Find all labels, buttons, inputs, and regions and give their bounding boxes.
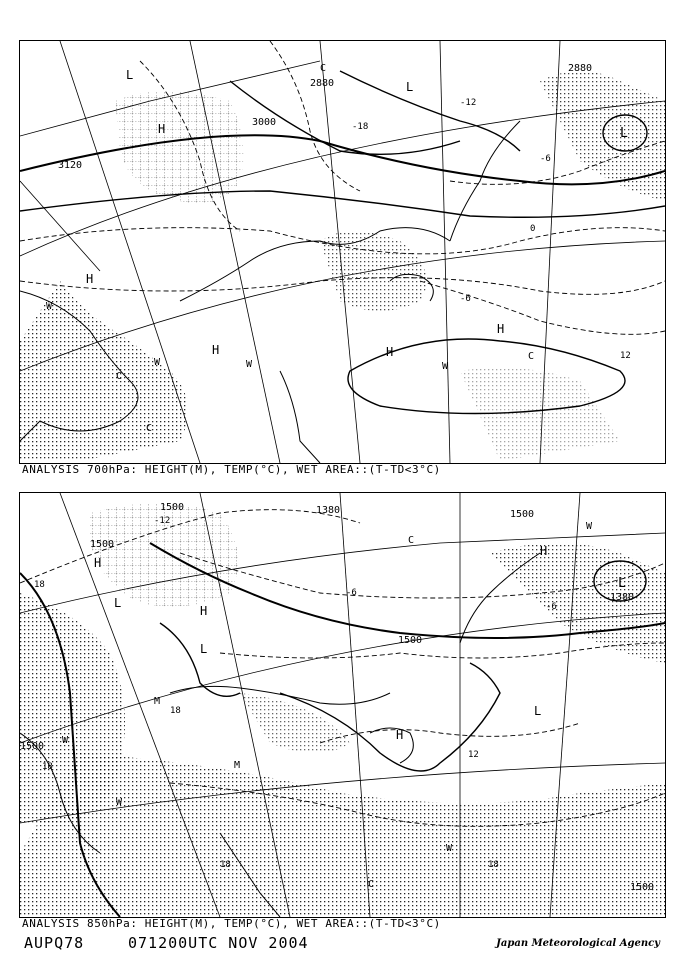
moist-marker: M xyxy=(234,760,241,771)
contour-label: 1380 xyxy=(610,592,635,603)
high-center-label: H xyxy=(212,343,220,357)
high-center-label: H xyxy=(86,272,94,286)
cold-marker: C xyxy=(146,423,153,434)
contour-label: 1500 xyxy=(510,509,535,520)
isotherm-label: -6 xyxy=(346,588,357,598)
low-center-label: L xyxy=(200,642,208,656)
isotherm-label: -6 xyxy=(460,294,471,304)
cold-marker: C xyxy=(368,879,375,890)
low-center-label: L xyxy=(534,704,542,718)
contour-label: 3000 xyxy=(252,117,277,128)
warm-marker: W xyxy=(586,521,593,532)
product-code: AUPQ78 xyxy=(24,934,85,952)
contour-label: 2880 xyxy=(310,78,335,89)
warm-marker: W xyxy=(116,797,123,808)
warm-marker: W xyxy=(62,735,69,746)
isotherm-label: 0 xyxy=(530,224,536,234)
low-center-label: L xyxy=(620,126,628,141)
contour-label: 3120 xyxy=(58,160,83,171)
high-center-label: H xyxy=(200,604,208,618)
high-center-label: H xyxy=(386,345,394,359)
isotherm-label: -6 xyxy=(546,602,557,612)
contour-label: 1500 xyxy=(20,741,45,752)
agency-name: Japan Meteorological Agency xyxy=(496,938,660,949)
map-700hpa-svg xyxy=(20,41,665,463)
high-center-label: H xyxy=(158,122,166,136)
contour-label: 1500 xyxy=(630,882,655,893)
caption-700hpa: ANALYSIS 700hPa: HEIGHT(M), TEMP(°C), WET AREA::(T-TD<3°C) xyxy=(22,463,441,476)
map-700hpa xyxy=(19,40,666,464)
low-center-label: L xyxy=(114,596,122,610)
low-center-label: L xyxy=(406,80,414,94)
warm-marker: W xyxy=(246,359,253,370)
isotherm-label: 18 xyxy=(170,706,181,716)
warm-marker: W xyxy=(154,357,161,368)
cold-marker: C xyxy=(116,371,123,382)
isotherm-label: -12 xyxy=(154,516,171,526)
contour-label: 1500 xyxy=(160,502,185,513)
high-center-label: H xyxy=(396,728,404,742)
cold-marker: C xyxy=(320,63,327,74)
contour-label: 1500 xyxy=(90,539,115,550)
low-center-label: L xyxy=(126,68,134,82)
isotherm-label: -6 xyxy=(540,154,551,164)
isotherm-label: 18 xyxy=(42,762,53,772)
low-center-label: L xyxy=(618,576,626,591)
contour-label: 1500 xyxy=(398,635,423,646)
high-center-label: H xyxy=(94,556,102,570)
wet-areas-top xyxy=(20,71,665,461)
contour-label: 1380 xyxy=(316,505,341,516)
warm-marker: W xyxy=(46,301,53,312)
cold-marker: C xyxy=(408,535,415,546)
isotherm-label: 18 xyxy=(220,860,231,870)
map-850hpa xyxy=(19,492,666,918)
isotherm-label: 12 xyxy=(620,351,631,361)
high-center-label: H xyxy=(540,544,548,558)
caption-850hpa: ANALYSIS 850hPa: HEIGHT(M), TEMP(°C), WET AREA::(T-TD<3°C) xyxy=(22,917,441,930)
warm-marker: W xyxy=(446,843,453,854)
isotherm-label: 18 xyxy=(34,580,45,590)
isotherm-label: 12 xyxy=(468,750,479,760)
high-center-label: H xyxy=(497,322,505,336)
contour-label: 2880 xyxy=(568,63,593,74)
isotherm-label: -18 xyxy=(352,122,369,132)
isotherm-label: -12 xyxy=(460,98,477,108)
cold-marker: C xyxy=(528,351,535,362)
isotherm-label: 18 xyxy=(488,860,499,870)
moist-marker: M xyxy=(154,696,161,707)
warm-marker: W xyxy=(442,361,449,372)
map-850hpa-svg xyxy=(20,493,665,917)
analysis-datetime: 071200UTC NOV 2004 xyxy=(128,934,309,952)
